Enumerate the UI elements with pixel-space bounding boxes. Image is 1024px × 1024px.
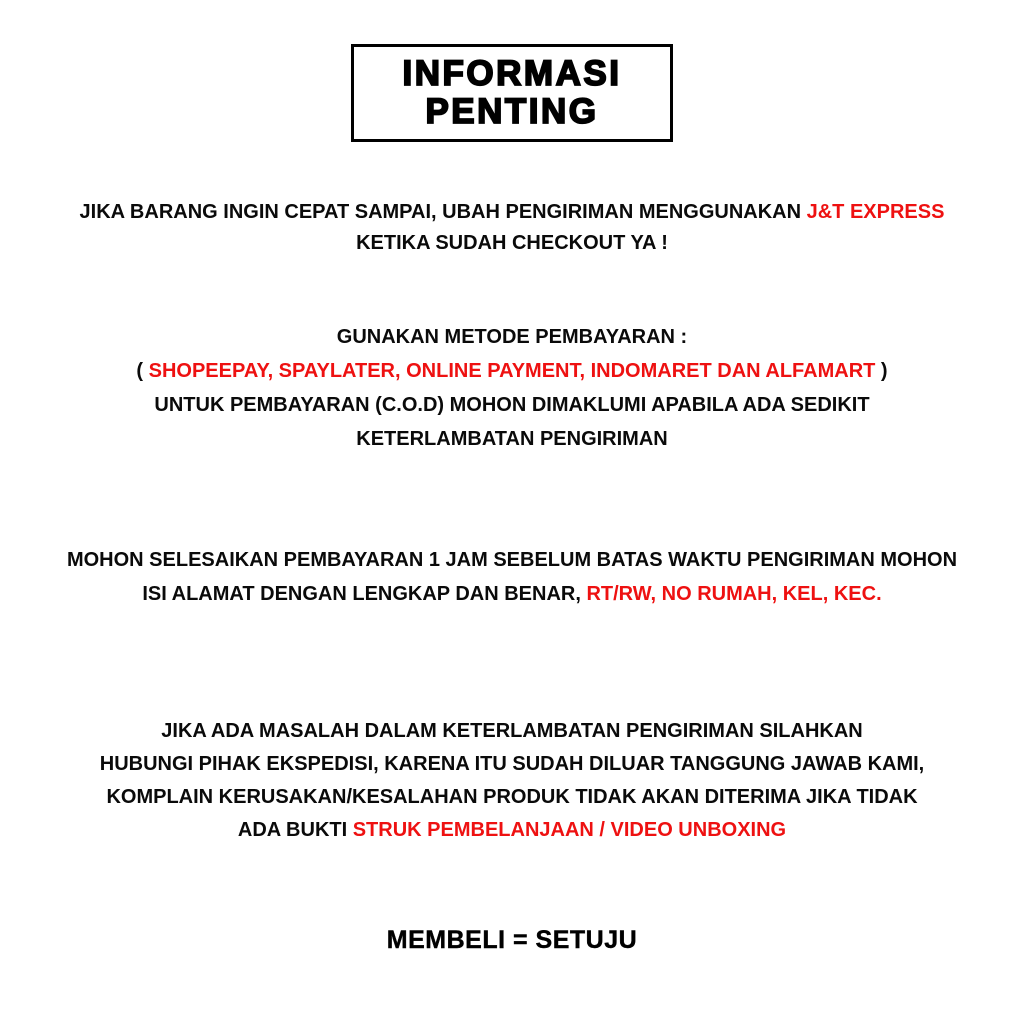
text-segment: KETERLAMBATAN PENGIRIMAN — [356, 428, 668, 450]
text-segment: JIKA ADA MASALAH DALAM KETERLAMBATAN PENGIRIMAN SILAHKAN — [161, 720, 863, 742]
text-segment: ISI ALAMAT DENGAN LENGKAP DAN BENAR, — [142, 583, 587, 605]
text-segment: HUBUNGI PIHAK EKSPEDISI, KARENA ITU SUDAH DILUAR TANGGUNG JAWAB KAMI, — [99, 753, 925, 775]
notice-line — [0, 354, 1024, 388]
notice-line — [0, 543, 1024, 577]
purchase-agreement-statement: MEMBELI = SETUJU — [386, 926, 638, 954]
highlight-proof-requirement: STRUK PEMBELANJAAN / VIDEO UNBOXING — [352, 819, 787, 841]
text-segment: MOHON SELESAIKAN PEMBAYARAN 1 JAM SEBELUM BATAS WAKTU PENGIRIMAN MOHON — [66, 549, 958, 571]
notice-line — [0, 320, 1024, 354]
notice-line — [0, 814, 1024, 847]
notice-line — [0, 197, 1024, 228]
payment-deadline-address-notice — [0, 543, 1024, 611]
notice-line — [0, 422, 1024, 456]
text-segment: ) — [875, 360, 888, 382]
text-segment: KOMPLAIN KERUSAKAN/KESALAHAN PRODUK TIDAK AKAN DITERIMA JIKA TIDAK — [106, 786, 918, 808]
highlight-payment-methods: SHOPEEPAY, SPAYLATER, ONLINE PAYMENT, INDOMARET DAN ALFAMART — [148, 360, 876, 382]
text-segment: JIKA BARANG INGIN CEPAT SAMPAI, UBAH PENGIRIMAN MENGGUNAKAN — [79, 201, 807, 223]
notice-line — [0, 228, 1024, 259]
text-segment: GUNAKAN METODE PEMBAYARAN : — [336, 326, 688, 348]
notice-line — [0, 781, 1024, 814]
notice-line — [0, 748, 1024, 781]
payment-method-notice — [0, 320, 1024, 456]
notice-line — [0, 577, 1024, 611]
text-segment: UNTUK PEMBAYARAN (C.O.D) MOHON DIMAKLUMI APABILA ADA SEDIKIT — [154, 394, 870, 416]
text-segment: ( — [136, 360, 149, 382]
shipping-method-notice — [0, 197, 1024, 259]
notice-line — [0, 715, 1024, 748]
text-segment: ADA BUKTI — [237, 819, 353, 841]
text-segment: KETIKA SUDAH CHECKOUT YA ! — [356, 232, 668, 254]
title-line-2: PENTING — [425, 92, 599, 131]
highlight-address-details: RT/RW, NO RUMAH, KEL, KEC. — [586, 583, 882, 605]
title-line-1: INFORMASI — [402, 54, 622, 93]
title-box — [351, 44, 673, 142]
notice-line — [0, 388, 1024, 422]
complaint-policy-notice — [0, 715, 1024, 847]
highlight-courier-name: J&T EXPRESS — [806, 201, 945, 223]
